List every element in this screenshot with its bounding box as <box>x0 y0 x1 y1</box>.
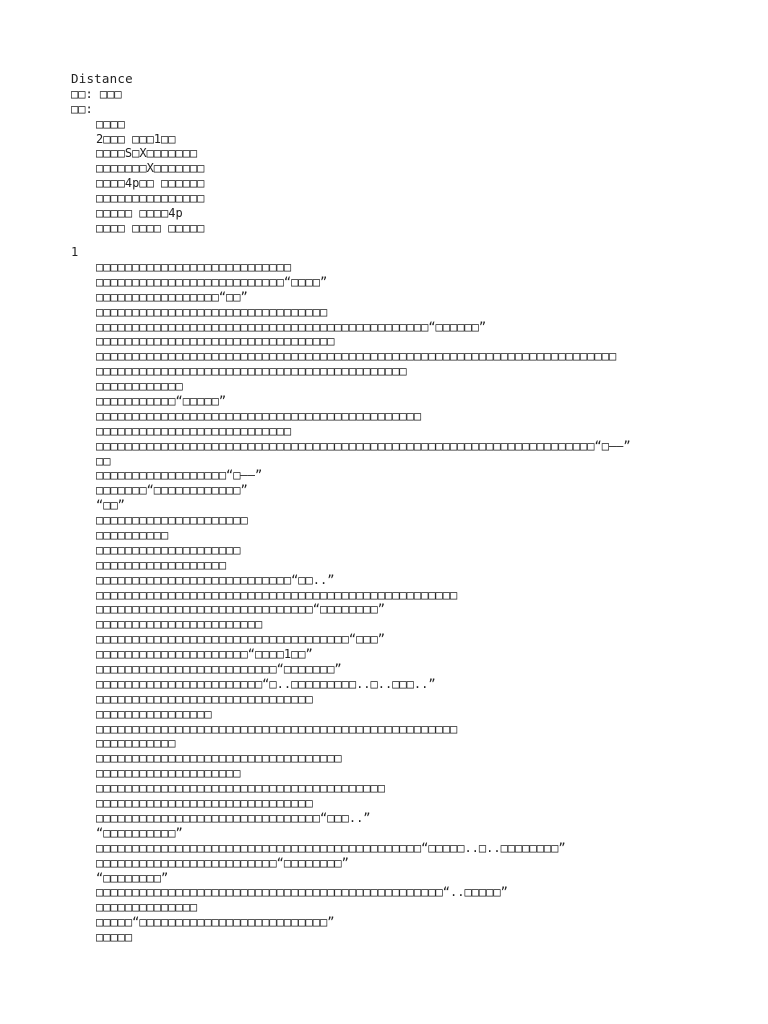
body-line: □□□□□□□□□□□“□□□□□” <box>96 394 227 408</box>
header-items <box>71 117 761 236</box>
body-line: □□□□□□□□□□□□□□□□□□□□□□□□□□□□□□□□□□□□□□□□□□□□□□□□“..□□□□□” <box>96 885 508 900</box>
body-line: □□□□□□□□□□□□□□□□□□□□□□□□□□□□□□□□□□□□□□□□□□□□□“□□□□□..□..□□□□□□□□” <box>96 840 566 855</box>
body-line: □□□□□□□□□□□□□□□□□□□□□□□“□..□□□□□□□□□..□..□□□..” <box>96 676 436 691</box>
header-item: 2□□□ □□□1□□ <box>96 131 176 146</box>
body-line: □□□□□□□□□□□□□□□□□□□□□□□□□“□□□□□□□□” <box>96 855 349 870</box>
body-line: □□□□□□□□□□□□□□□□□□□□□□□ <box>96 617 263 632</box>
body-line: □□□□□□□□□□□□□□□□□□□□□□□□□□□□□□□“□□□..” <box>96 810 371 825</box>
body-line: □□□□□□□□□□□□□□□□□□□□□□□□□□□□□□□□□□□□□□□□ <box>96 781 385 796</box>
body-line: □□□□□□□□□□□□□□□□□□□□□□□□□□□□□□□□□□□□□□□□□□□□□□□□□□□□□□□□□□□□□□□□□□□□□“□——” <box>96 438 631 453</box>
document <box>71 72 761 945</box>
meta-line: □□: <box>71 101 93 116</box>
body-line: □□□□□□□□□□ <box>96 528 169 543</box>
body-line: □□□□□□□□□□□□□□□□□□□□□□□□□□□□□□□□□□□□□□□□□□□ <box>96 364 407 379</box>
header-item: □□□□□ □□□□4p <box>96 206 183 221</box>
body-line: □□□□□□□□□□□□□□□□□□□□□□□□□□□ <box>96 259 292 274</box>
body-line: “□□” <box>96 498 125 513</box>
body-line: □□□□□□□□□□□□□□□□□□□□□□□□□□“□□□□” <box>96 274 328 289</box>
body-line: □□□□□□□□□□□□□□□□□□□□□□□□□□□□□□□□□□□□□□□□□□□□□□“□□□□□□” <box>96 319 487 334</box>
body-line: □□□□□□□□□□□□□□□□□□“□——” <box>96 468 263 483</box>
body-line: □□□□□□□□□□□□□□□□□□□□□□□□□□□ <box>96 423 292 438</box>
body-line: □□□□□□□□□□□□□□□□□□□□□□□□□□□□□□□□□□□□□□□□□□□□□ <box>96 408 422 423</box>
meta-block <box>71 87 761 117</box>
body-line: □□□□□□□□□□□□□□□□□□ <box>96 557 227 572</box>
section-number: 1 <box>71 245 79 260</box>
header-item: □□□□S□X□□□□□□□ <box>96 146 198 161</box>
body-line: □□□□□□□□□□□□□□□□□□□□□□□□□□□“□□..” <box>96 572 335 587</box>
body-line: □□□□□□□□□□□□□□□□□□□□□□□□□□□□□□□□□ <box>96 334 335 349</box>
document-title: Distance <box>71 72 133 86</box>
body-line: □□□□□□□□□□□ <box>96 736 176 751</box>
body-line: □□□□□□□□□□□□□□□□□□□□□□□□□□□□□□□□□□□□□□□□□□□□□□□□□□ <box>96 721 458 736</box>
header-item: □□□□ <box>96 116 125 131</box>
body-line: □□□□□□□□□□□□□□□□□□□□ <box>96 542 241 557</box>
header-item: □□□□□□□X□□□□□□□ <box>96 161 205 176</box>
body-line: □□□□□□□□□□□□□□□□□□□□□□□□□“□□□□□□□” <box>96 662 342 677</box>
body-line: □□□□□ <box>96 930 133 945</box>
body-line: □□□□□□□□□□□□□□□□ <box>96 706 212 721</box>
body-line: □□□□□□□□□□□□□□□□□□□□□□□□□□□□□□□□ <box>96 304 328 319</box>
body-line: □□□□□□□□□□□□□□ <box>96 900 198 915</box>
body-line: □□□□□□□□□□□□□□□□□□□□□□□□□□□□□□ <box>96 796 313 811</box>
body-line: □□□□□□□□□□□□□□□□□□□□□□□□□□□□□□ <box>96 691 313 706</box>
body-line: □□□□□□□□□□□□□□□□□□□□□□□□□□□□□□□□□□ <box>96 751 342 766</box>
header-item: □□□□ □□□□ □□□□□ <box>96 220 205 235</box>
section-body <box>71 260 761 945</box>
body-line: □□□□□□□□□□□□□□□□□“□□” <box>96 289 248 304</box>
body-line: “□□□□□□□□” <box>96 870 169 885</box>
body-line: □□ <box>96 453 111 468</box>
body-line: □□□□□□□□□□□□□□□□□□□□□ <box>96 513 248 528</box>
body-line: □□□□□□□□□□□□ <box>96 379 183 394</box>
body-line: “□□□□□□□□□□” <box>96 825 183 840</box>
meta-line: □□: □□□ <box>71 86 122 101</box>
body-line: □□□□□□□□□□□□□□□□□□□□ <box>96 766 241 781</box>
body-line: □□□□□“□□□□□□□□□□□□□□□□□□□□□□□□□□” <box>96 915 335 930</box>
header-item: □□□□4p□□ □□□□□□ <box>96 176 205 191</box>
body-line: □□□□□□□□□□□□□□□□□□□□□□□□□□□□□□□□□□□□□□□□□□□□□□□□□□□□□□□□□□□□□□□□□□□□□□□□ <box>96 349 617 364</box>
header-item: □□□□□□□□□□□□□□□ <box>96 191 205 206</box>
body-line: □□□□□□□□□□□□□□□□□□□□□□□□□□□□□□“□□□□□□□□” <box>96 602 385 617</box>
body-line: □□□□□□□□□□□□□□□□□□□□□□□□□□□□□□□□□□□□□□□□□□□□□□□□□□ <box>96 587 458 602</box>
body-line: □□□□□□□“□□□□□□□□□□□□” <box>96 483 248 498</box>
body-line: □□□□□□□□□□□□□□□□□□□□□□□□□□□□□□□□□□□“□□□” <box>96 632 385 647</box>
body-line: □□□□□□□□□□□□□□□□□□□□□“□□□□1□□” <box>96 647 313 662</box>
